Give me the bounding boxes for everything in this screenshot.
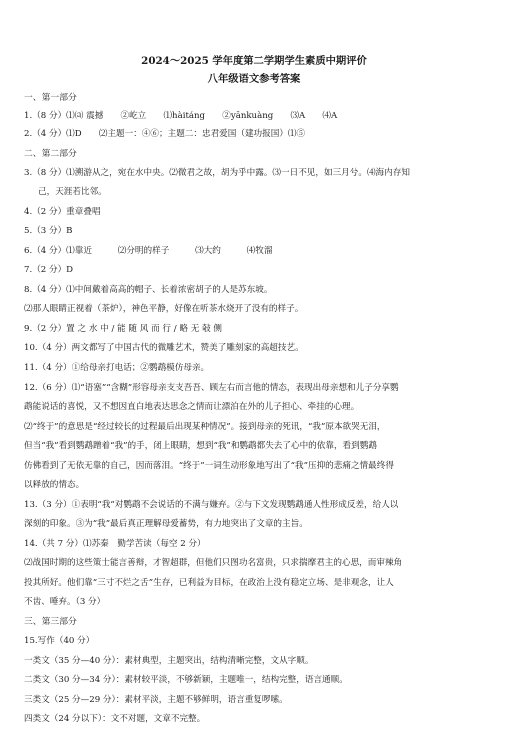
answer-line: 仿佛看到了无依无靠的自己，因而落泪。“终于”一词生动形象地写出了“我”压抑的悲痛之情最终得 bbox=[24, 461, 394, 471]
answer-line: 1.（8 分）⑴⒜ 震撼 ②屹立 ⑴hàitáng ②yānkuàng ⑶A ⑷A bbox=[24, 111, 338, 121]
section-heading: 三、第三部分 bbox=[24, 617, 77, 627]
answer-line: ⑵“终于”的意思是“经过较长的过程最后出现某种情况”。接到母亲的死讯，“我”原本欲哭无泪， bbox=[24, 422, 386, 432]
answer-line: 15.写作（40 分） bbox=[24, 636, 95, 646]
section-heading: 二、第二部分 bbox=[24, 149, 77, 159]
answer-line: 10.（4 分）两文都写了中国古代的微雕艺术，赞美了雕刻家的高超技艺。 bbox=[24, 343, 304, 353]
answer-line: 2.（4 分）⑴D ⑵主题一：④⑥；主题二：忠君爱国（建功报国）⑴⑤ bbox=[24, 129, 306, 139]
answer-line: 以释放的情态。 bbox=[24, 480, 85, 490]
answer-line: 深刻的印象。③为“我”最后真正理解母爱蓄势，有力地突出了文章的主旨。 bbox=[24, 519, 308, 529]
answer-line: ⑵战国时期的这些策士能言善辩，才智超群，但他们只图功名富贵，只求揣摩君主的心思，而审辣角 bbox=[24, 558, 403, 568]
answer-line: 8.（4 分）⑴中间戴着高高的帽子、长着浓密胡子的人是苏东坡。 bbox=[24, 285, 273, 295]
answer-line: 不齿、唾弃。（3 分） bbox=[24, 597, 106, 607]
answer-line: 3.（8 分）⑴溯游从之，宛在水中央。⑵微君之故，胡为乎中露。⑶一日不见，如三月兮。⑷海内存知 bbox=[24, 168, 410, 178]
answer-line: 己，天涯若比邻。 bbox=[38, 187, 107, 197]
grading-line: 四类文（24 分以下）：文不对题，文章不完整。 bbox=[24, 714, 206, 724]
answer-line: 但当“我”看到鹦鹉蹭着“我”的手，闭上眼睛，想到“我”和鹦鹉都失去了心中的依靠，看到鹦鹉 bbox=[24, 441, 377, 451]
answer-line: 12.（6 分）⑴“语塞”“含糊”形容母亲支支吾吾、顾左右而言他的情态，表现出母亲想和儿子分享鹦 bbox=[24, 383, 399, 393]
grading-line: 三类文（25 分—29 分）：素材平淡，主题不够鲜明，语言重复啰嗦。 bbox=[24, 695, 288, 705]
answer-line: 鹉能说话的喜悦，又不想因直白地表达思念之情而让漂泊在外的儿子担心、牵挂的心理。 bbox=[24, 402, 360, 412]
answer-line: ⑵那人眼睛正视着（茶炉），神色平静，好像在听茶水烧开了没有的样子。 bbox=[24, 304, 304, 314]
section-heading: 一、第一部分 bbox=[24, 93, 77, 103]
answer-line: 14.（共 7 分）⑴苏秦 勤学苦读（每空 2 分） bbox=[24, 539, 206, 549]
page-title: 2024～2025 学年度第二学期学生素质中期评价 bbox=[141, 55, 367, 67]
grading-line: 二类文（30 分—34 分）：素材较平淡，不够新颖，主题唯一，结构完整，语言通顺。 bbox=[24, 675, 348, 685]
grading-line: 一类文（35 分—40 分）：素材典型，主题突出，结构清晰完整，文从字顺。 bbox=[24, 656, 314, 666]
answer-line: 6.（4 分）⑴靠近 ⑵分明的样子 ⑶大约 ⑷牧溜 bbox=[24, 246, 273, 256]
page-subtitle: 八年级语文参考答案 bbox=[207, 73, 301, 85]
answer-line: 13.（3 分）①表明“我”对鹦鹉不会说话的不满与嫌弃。②与下文发现鹦鹉通人性形成反差，给人以 bbox=[24, 500, 399, 510]
answer-line: 11.（4 分）①给母亲打电话；②鹦鹉模仿母亲。 bbox=[24, 363, 210, 373]
answer-line: 4.（2 分）重章叠唱 bbox=[24, 207, 101, 217]
answer-line: 5.（3 分）B bbox=[24, 226, 73, 236]
answer-line: 9.（2 分）置 之 水 中 / 能 随 风 而 行 / 略 无 敧 侧 bbox=[24, 324, 222, 334]
answer-line: 7.（2 分）D bbox=[24, 265, 74, 275]
answer-line: 投其所好。他们靠“三寸不烂之舌”生存，已利益为目标，在政治上没有稳定立场、是非观念，让人 bbox=[24, 578, 394, 588]
